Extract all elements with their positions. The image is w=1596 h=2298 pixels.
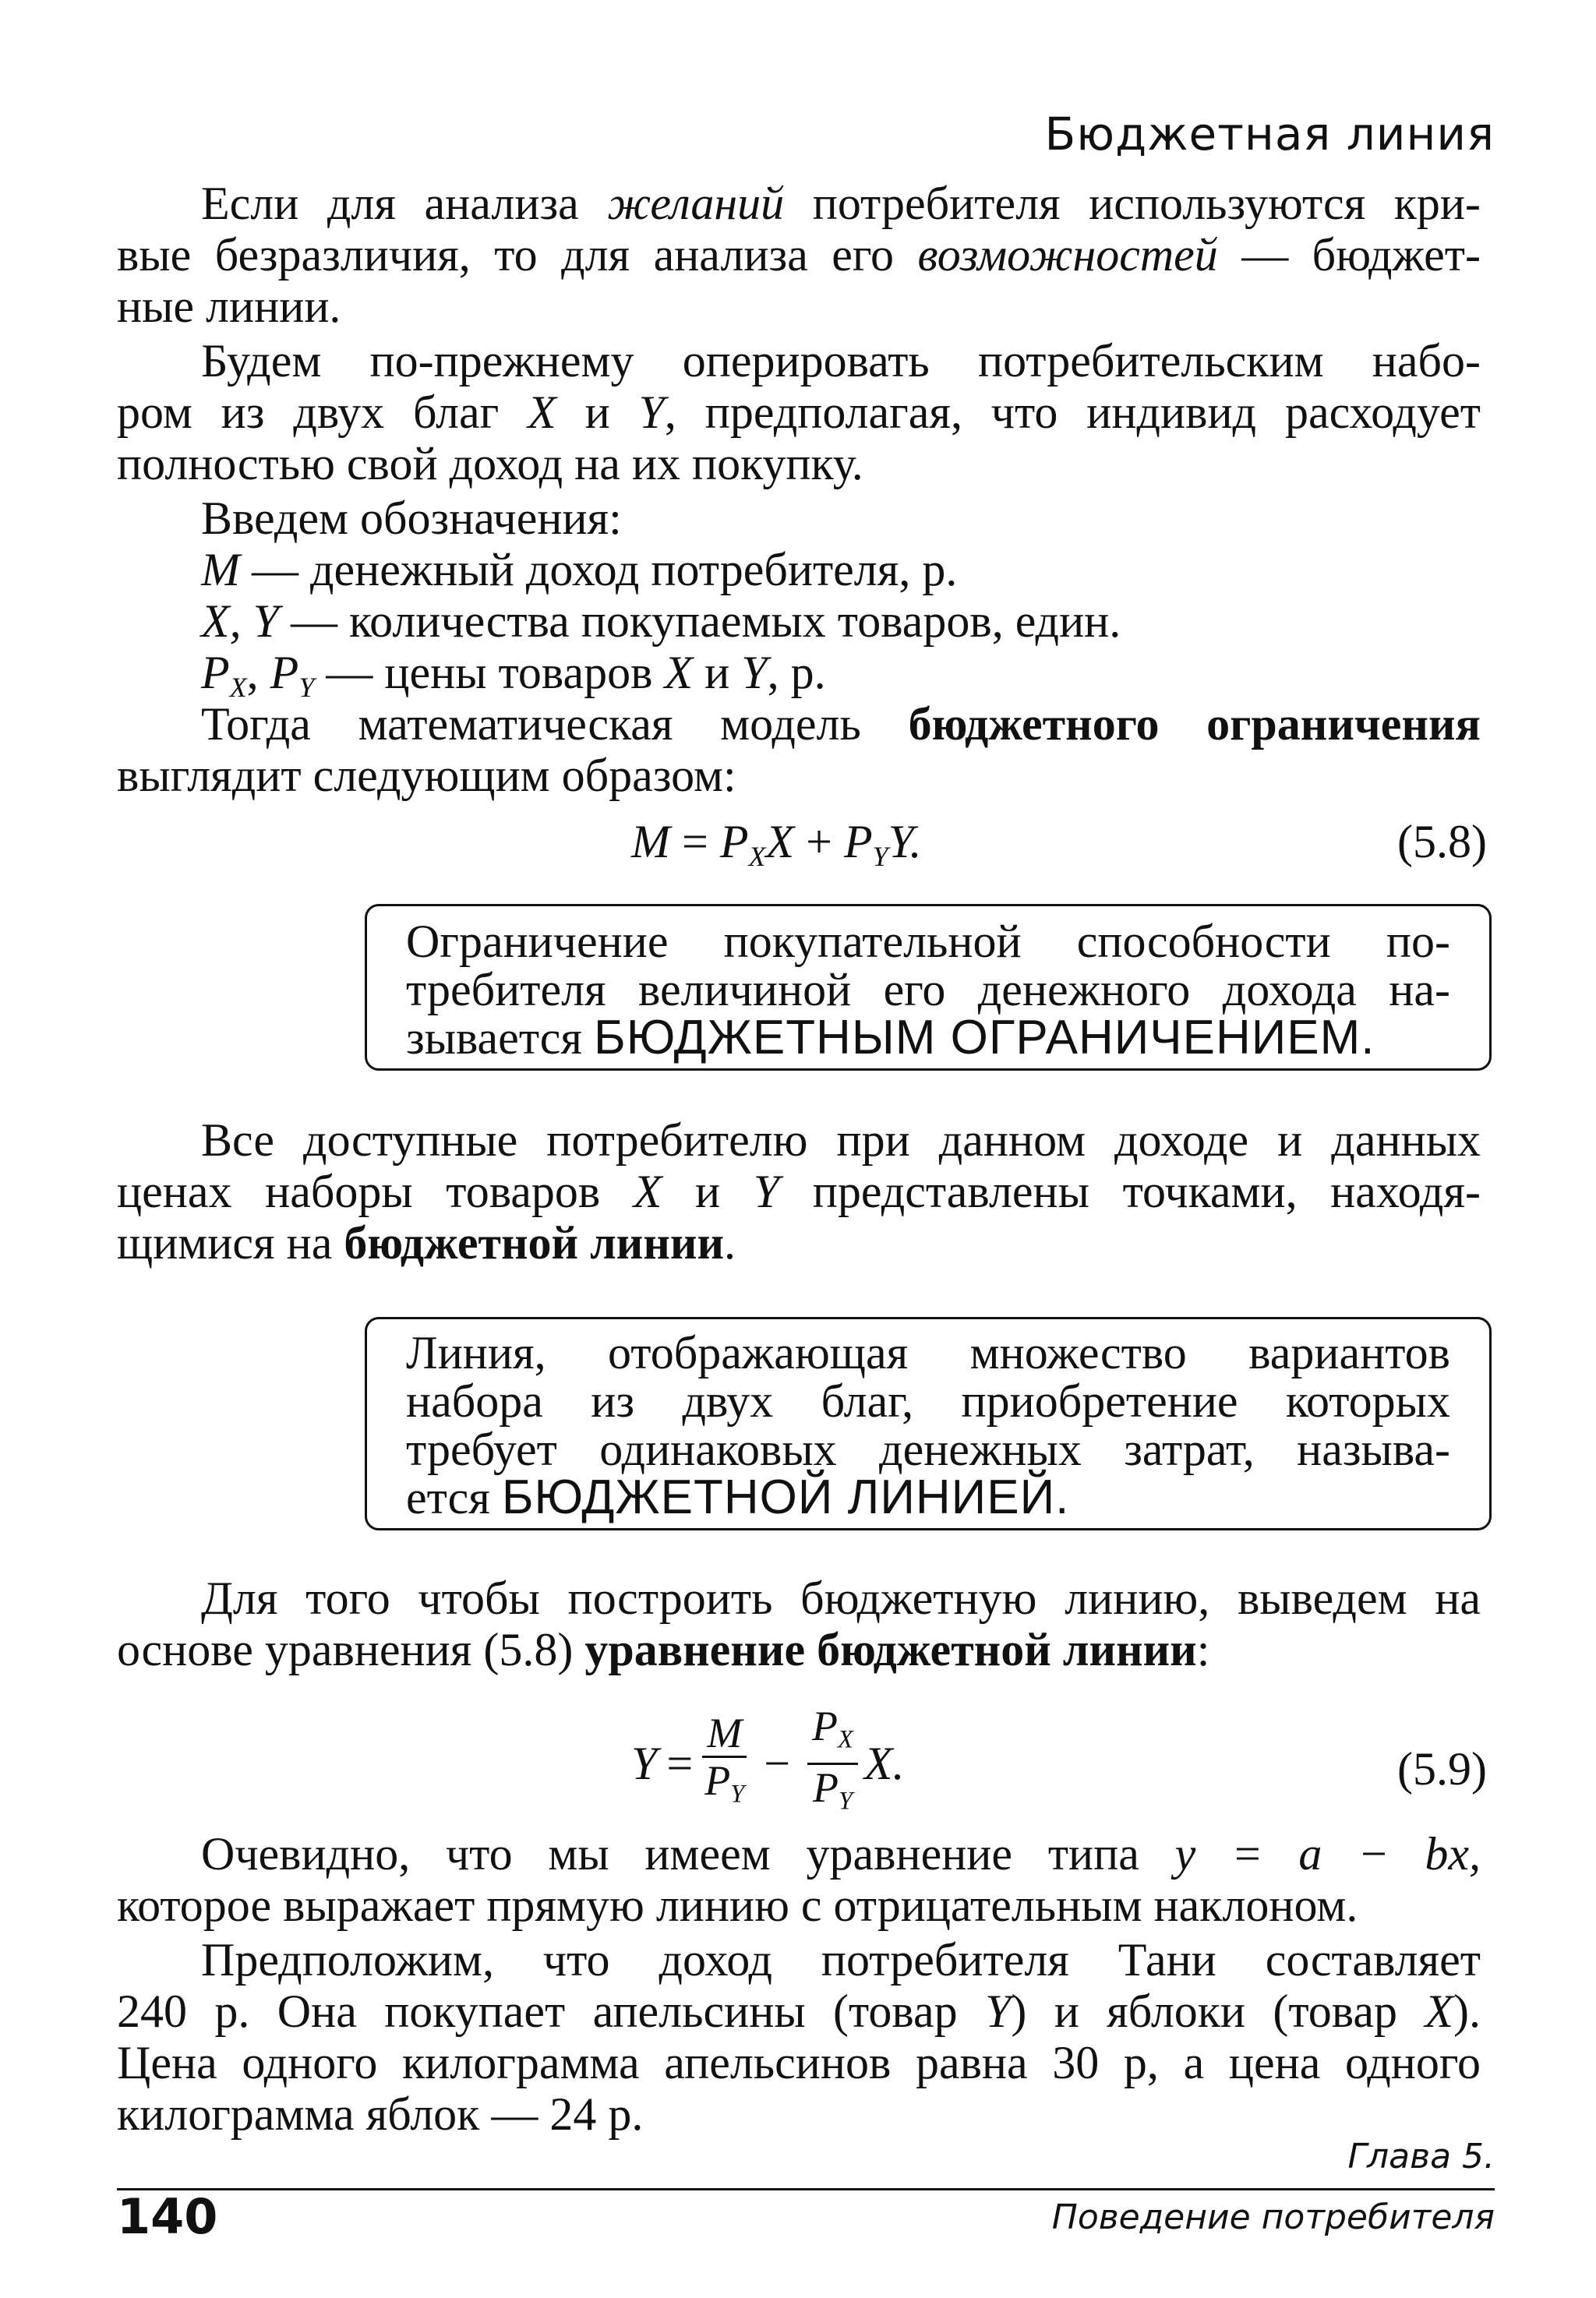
equation-5-8: $M = P_XX + P_YY$. <box>631 816 922 872</box>
fraction-px-over-py: $\frac{P_X}{P_Y}$ <box>807 1703 858 1823</box>
definition-m: M — денежный доход потребителя, р. <box>201 544 958 595</box>
definition-box-budget-line: Линия, отображающая множество вариантов набора из двух благ, приобретение которых требует одинаковых денежных затрат, называ- ется БЮДЖЕТНОЙ ЛИНИЕЙ. <box>365 1317 1492 1530</box>
notation-intro: Введем обозначения: <box>201 492 622 544</box>
equation-number-5-8: (5.8) <box>1397 816 1487 867</box>
paragraph-7: Очевидно, что мы имеем уравнение типа у = а − bx, которое выражает прямую линию с отрицательным наклоном. <box>117 1828 1481 1931</box>
paragraph-5: Все доступные потребителю при данном доходе и данных ценах наборы товаров X и Y представлены точками, находя- щимися на бюджетной линии. <box>117 1114 1481 1269</box>
definition-box-budget-constraint: Ограничение покупательной способности по- требителя величиной его денежного дохода на- зывается БЮДЖЕТНЫМ ОГРАНИЧЕНИЕМ. <box>365 904 1492 1071</box>
running-header: Бюджетная линия <box>1044 108 1495 161</box>
page-number: 140 <box>117 2188 218 2245</box>
equation-number-5-9: (5.9) <box>1397 1743 1487 1795</box>
paragraph-6: Для того чтобы построить бюджетную линию, выведем на основе уравнения (5.8) уравнение бюджетной линии: <box>117 1573 1481 1675</box>
definition-prices: $P_X$, $P_Y$ — цены товаров X и Y, р. <box>201 647 826 703</box>
paragraph-4: Тогда математическая модель бюджетного ограничения выглядит следующим образом: <box>117 698 1481 801</box>
chapter-label: Глава 5. <box>1347 2137 1495 2176</box>
chapter-title: Поведение потребителя <box>1051 2197 1495 2237</box>
paragraph-2: Будем по-прежнему оперировать потребительским набо- ром из двух благ X и Y, предполагая, что индивид расходует полностью свой доход на их покупку. <box>117 335 1481 489</box>
fraction-m-over-py: $\frac{M}{P_Y}$ <box>702 1710 747 1817</box>
paragraph-8: Предположим, что доход потребителя Тани составляет 240 р. Она покупает апельсины (товар Y) и яблоки (товар X). Цена одного килограмма апельсинов равна 30 р, а цена одного килограмма яблок — 24 р. <box>117 1934 1481 2140</box>
paragraph-1: Если для анализа желаний потребителя используются кри- вые безразличия, то для анализа его возможностей — бюджет- ные линии. <box>117 178 1481 332</box>
definition-xy: X, Y — количества покупаемых товаров, един. <box>201 595 1121 647</box>
footer-rule <box>117 2188 1495 2190</box>
equation-5-9: Y = $\frac{M}{P_Y}$ − $\frac{P_X}{P_Y}$ X. <box>631 1703 905 1823</box>
